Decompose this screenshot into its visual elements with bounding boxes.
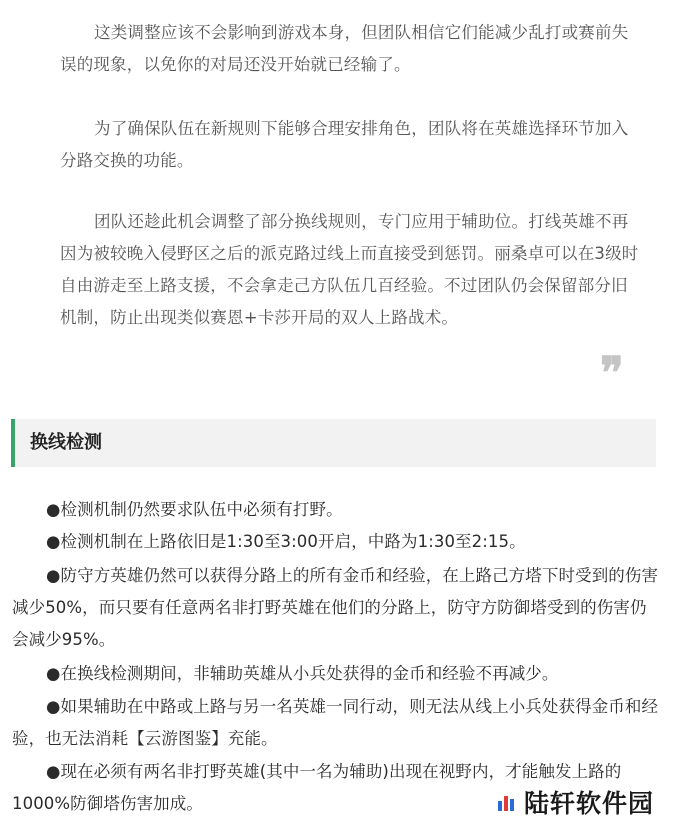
section-title: 换线检测: [30, 432, 102, 453]
bullet-item: ●现在必须有两名非打野英雄(其中一名为辅助)出现在视野内，才能触发上路的1000%防御塔伤害加成。: [12, 762, 622, 813]
watermark: [490, 784, 662, 820]
bullet-item: ●检测机制在上路依旧是1:30至3:00开启，中路为1:30至2:15。: [46, 532, 526, 551]
close-quote-icon: ❞: [600, 348, 624, 399]
quote-paragraph: 这类调整应该不会影响到游戏本身，但团队相信它们能减少乱打或赛前失误的现象，以免你的对局还没开始就已经输了。: [60, 23, 629, 74]
bar-chart-logo-icon: [496, 791, 518, 813]
bullet-item: ●防守方英雄仍然可以获得分路上的所有金币和经验，在上路己方塔下时受到的伤害减少50%，而只要有任意两名非打野英雄在他们的分路上，防守方防御塔受到的伤害仍会减少95%。: [12, 566, 659, 649]
watermark-text: 陆轩软件园: [524, 789, 655, 818]
bullet-item: ●检测机制仍然要求队伍中必须有打野。: [46, 500, 343, 519]
quote-paragraph: 团队还趁此机会调整了部分换线规则，专门应用于辅助位。打线英雄不再因为被较晚入侵野区之后的派克路过线上而直接受到惩罚。丽桑卓可以在3级时自由游走至上路支援，不会拿走己方队伍几百经验。不过团队仍会保留部分旧机制，防止出现类似赛恩+卡莎开局的双人上路战术。: [60, 212, 639, 327]
bullet-item: ●在换线检测期间，非辅助英雄从小兵处获得的金币和经验不再减少。: [46, 664, 559, 683]
quote-paragraph: 为了确保队伍在新规则下能够合理安排角色，团队将在英雄选择环节加入分路交换的功能。: [60, 119, 629, 170]
section-header: [11, 419, 656, 467]
bullet-item: ●如果辅助在中路或上路与另一名英雄一同行动，则无法从线上小兵处获得金币和经验，也无法消耗【云游图鉴】充能。: [12, 697, 659, 748]
